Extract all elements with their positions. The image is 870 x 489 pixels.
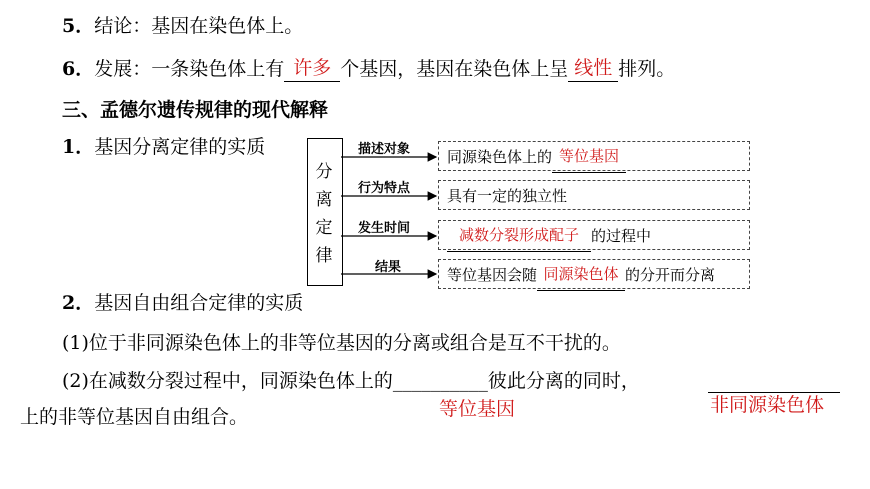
independent-assortment-heading xyxy=(62,291,303,315)
row-box-timing xyxy=(438,220,750,250)
item-number: 5． xyxy=(62,15,95,37)
section-title: 三、孟德尔遗传规律的现代解释 xyxy=(62,99,329,121)
item-number: 1． xyxy=(62,136,95,158)
row-text: 等位基因会随 xyxy=(447,266,538,284)
paragraph-2-pre: (2)在减数分裂过程中，同源染色体上的 xyxy=(62,370,393,392)
development-text-pre: 发展：一条染色体上有 xyxy=(94,58,285,80)
segregation-law-title: 基因分离定律的实质 xyxy=(94,136,266,158)
char: 律 xyxy=(315,246,333,266)
char: 离 xyxy=(315,190,333,210)
development-text-mid: 个基因，基因在染色体上呈 xyxy=(340,58,569,80)
answer-meiosis: 减数分裂形成配子 xyxy=(458,226,579,244)
answer-alleles: 等位基因 xyxy=(559,147,620,165)
row-label-object: 描述对象 xyxy=(358,142,411,157)
row-label-behavior: 行为特点 xyxy=(358,181,411,196)
answer-alleles-2: 等位基因 xyxy=(439,398,516,420)
row-label-timing: 发生时间 xyxy=(358,221,411,236)
row-text: 的过程中 xyxy=(591,227,652,245)
row-text: 同源染色体上的 xyxy=(447,148,553,166)
answer-nonhomologous: 非同源染色体 xyxy=(710,394,825,416)
blank-line: __________ xyxy=(392,370,488,392)
item-number: 6． xyxy=(62,58,95,80)
answer-homologous: 同源染色体 xyxy=(543,265,619,283)
item-number: 2． xyxy=(62,292,95,314)
row-label-result: 结果 xyxy=(375,260,402,275)
paragraph-2-end: 上的非等位基因自由组合。 xyxy=(20,406,249,428)
development-text-post: 排列。 xyxy=(618,58,676,80)
independent-assortment-title: 基因自由组合定律的实质 xyxy=(94,292,304,314)
paragraph-2 xyxy=(62,369,640,393)
answer-linear: 线性 xyxy=(574,57,613,79)
row-box-behavior xyxy=(438,180,750,210)
answer-many: 许多 xyxy=(293,57,332,79)
char: 定 xyxy=(315,218,333,238)
paragraph-2-mid: 彼此分离的同时， xyxy=(487,370,640,392)
row-text: 具有一定的独立性 xyxy=(447,187,568,205)
char: 分 xyxy=(315,162,333,182)
row-text: 的分开而分离 xyxy=(625,266,716,284)
paragraph-1: (1)位于非同源染色体上的非等位基因的分离或组合是互不干扰的。 xyxy=(62,332,621,354)
row-box-object xyxy=(438,141,750,171)
row-box-result xyxy=(438,259,750,289)
conclusion-text: 结论：基因在染色体上。 xyxy=(94,15,304,37)
